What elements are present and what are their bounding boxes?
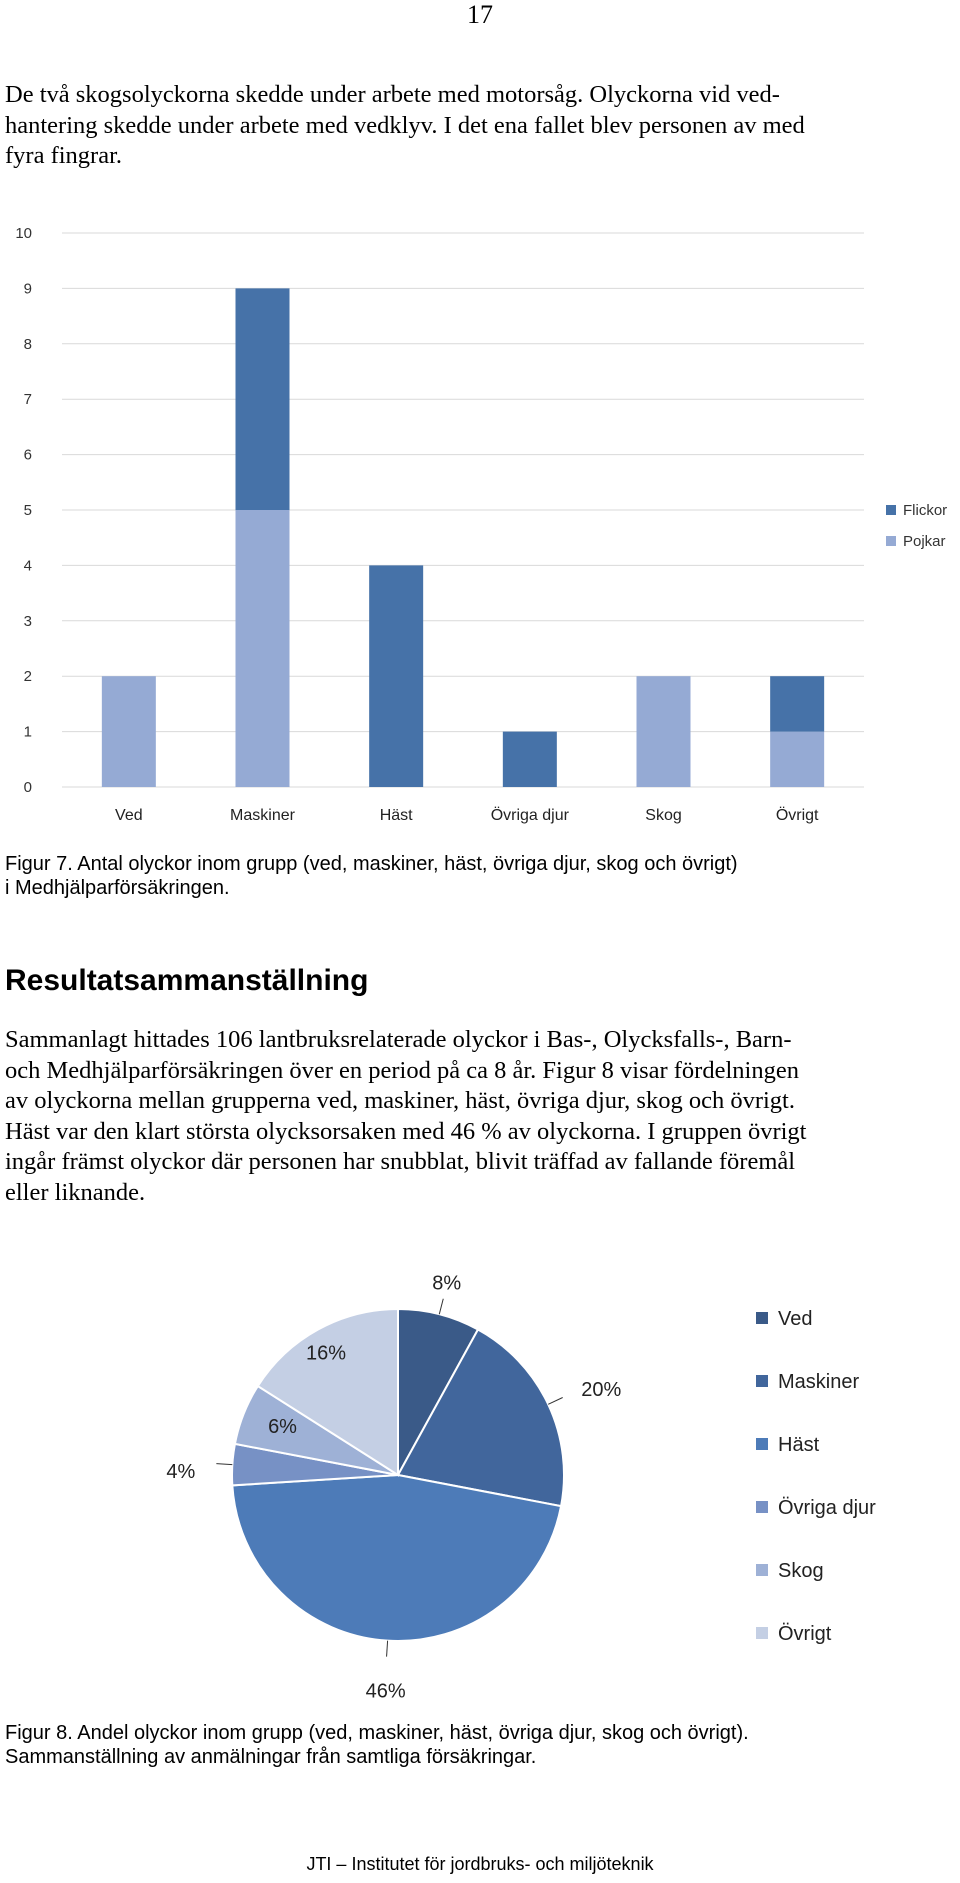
x-tick-label: Ved [115, 807, 143, 824]
bar-flickor-3 [369, 565, 423, 787]
pie-legend-label: Maskiner [778, 1371, 860, 1393]
pie-data-label: 4% [166, 1461, 196, 1484]
body-paragraph: Sammanlagt hittades 106 lantbruksrelaterade olyckor i Bas-, Olycksfalls-, Barn- och Medhjälparförsäkringen över en period på ca 8 år. Figur 8 visar fördelningen av olyckorna mellan grupperna ved, maskiner, häst, övriga djur, skog och övrigt. Häst var den klart största olycksorsaken med 46 % av olyckorna. I gruppen övrigt ingår främst olyckor där personen har snubblat, blivit träffad av fallande föremål eller liknande. [5, 1026, 807, 1206]
pie-legend-swatch [756, 1501, 768, 1513]
bar-flickor-6 [770, 676, 824, 731]
pie-legend-swatch [756, 1627, 768, 1639]
y-tick-label: 3 [23, 612, 32, 630]
pie-legend-label: Övriga djur [778, 1497, 876, 1519]
figure-7-caption: Figur 7. Antal olyckor inom grupp (ved, maskiner, häst, övriga djur, skog och övrigt) i Medhjälparförsäkringen. [5, 853, 738, 899]
page-number: 17 [467, 0, 493, 29]
pie-legend-swatch [756, 1564, 768, 1576]
pie-legend-swatch [756, 1312, 768, 1324]
pie-slice-3 [232, 1475, 561, 1641]
pie-legend-label: Häst [778, 1434, 820, 1456]
y-tick-label: 2 [23, 668, 32, 686]
bar-pojkar-5 [637, 676, 691, 787]
pie-leader-line [548, 1398, 562, 1405]
bar-chart-x-tick-labels [115, 806, 819, 824]
y-tick-label: 8 [23, 335, 32, 353]
pie-data-label: 6% [268, 1416, 297, 1439]
bar-pojkar-1 [102, 676, 156, 787]
pie-data-label: 46% [365, 1680, 406, 1702]
pie-leader-line [439, 1299, 443, 1314]
bar-chart-bars [102, 288, 824, 787]
pie-data-label: 8% [432, 1272, 462, 1295]
bar-chart-figure-7 [0, 215, 960, 835]
pie-leader-line [216, 1464, 232, 1465]
pie-legend-swatch [756, 1438, 768, 1450]
page-footer: JTI – Institutet för jordbruks- och miljöteknik [306, 1854, 654, 1874]
bar-flickor-4 [503, 732, 557, 787]
y-tick-label: 1 [23, 723, 32, 741]
pie-legend-label: Skog [778, 1560, 824, 1582]
x-tick-label: Maskiner [230, 807, 295, 824]
bar-pojkar-6 [770, 732, 824, 787]
y-tick-label: 10 [15, 225, 32, 242]
figure-8-caption: Figur 8. Andel olyckor inom grupp (ved, maskiner, häst, övriga djur, skog och övrigt). Sammanställning av anmälningar från samtliga försäkringar. [5, 1722, 749, 1768]
pie-data-label: 16% [306, 1342, 347, 1365]
pie-chart-legend [756, 1308, 876, 1645]
bar-chart-gridlines [62, 233, 864, 787]
y-tick-label: 4 [23, 557, 32, 575]
legend-label-flickor: Flickor [903, 502, 948, 519]
x-tick-label: Skog [645, 807, 682, 824]
bar-chart-y-tick-labels [15, 225, 32, 796]
y-tick-label: 5 [23, 502, 32, 519]
section-heading: Resultatsammanställning [5, 964, 369, 997]
pie-legend-label: Övrigt [778, 1623, 832, 1645]
pie-legend-swatch [756, 1375, 768, 1387]
pie-legend-label: Ved [778, 1308, 813, 1330]
x-tick-label: Övriga djur [490, 807, 569, 824]
bar-pojkar-2 [236, 510, 290, 787]
pie-chart-slices [232, 1309, 564, 1641]
x-tick-label: Övrigt [775, 807, 819, 824]
x-tick-label: Häst [379, 807, 413, 824]
pie-leader-line [387, 1641, 388, 1657]
y-tick-label: 0 [23, 779, 32, 796]
intro-paragraph: De två skogsolyckorna skedde under arbete med motorsåg. Olyckorna vid ved- hantering skedde under arbete med vedklyv. I det ena fallet blev personen av med fyra fingrar. [5, 81, 805, 169]
y-tick-label: 6 [23, 446, 32, 464]
bar-flickor-2 [236, 288, 290, 510]
legend-swatch-pojkar [886, 536, 896, 546]
y-tick-label: 9 [23, 280, 32, 298]
y-tick-label: 7 [23, 391, 32, 409]
legend-label-pojkar: Pojkar [903, 533, 946, 550]
bar-chart-legend [886, 502, 947, 550]
pie-data-label: 20% [581, 1378, 622, 1401]
pie-chart-figure-8 [0, 1262, 960, 1702]
legend-swatch-flickor [886, 505, 896, 515]
